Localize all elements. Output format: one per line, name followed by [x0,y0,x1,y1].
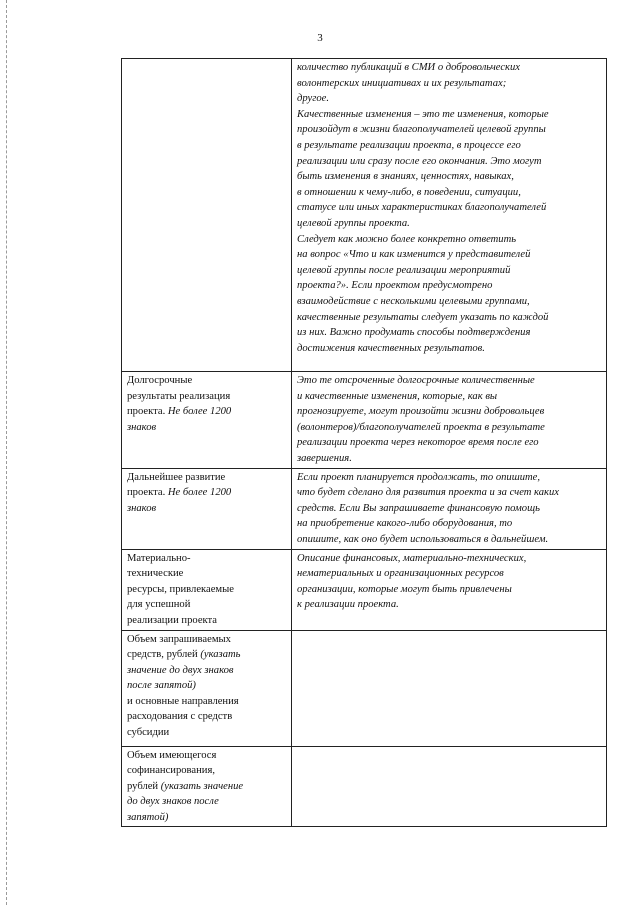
field-label-text: для успешной [127,599,191,611]
field-label-text: средств, рублей [127,649,201,661]
field-label-line [127,613,287,629]
field-label-cell [122,746,292,827]
field-description-cell [292,630,607,746]
field-label-line [127,551,287,567]
field-description-line: из них. Важно продумать способы подтверждения [297,327,531,339]
field-label-line [127,420,287,436]
field-label-text: Объем запрашиваемых [127,633,231,645]
form-row [122,468,607,549]
field-label-line [127,748,287,764]
field-description-line: завершения. [297,452,352,464]
form-row [122,746,607,827]
field-description-line: к реализации проекта. [297,599,399,611]
field-description-line: и качественные изменения, которые, как вы [297,390,498,402]
form-row [122,630,607,746]
application-form-table [121,58,607,827]
field-description-cell [292,746,607,827]
field-label-text: технические [127,568,184,580]
field-label-text: и основные направления [127,695,239,707]
field-label-text: проекта. [127,406,168,418]
field-label-text: Долгосрочные [127,375,193,386]
field-description-line: нематериальных и организационных ресурсов [297,568,504,580]
form-row [122,372,607,469]
field-label-text: знаков [127,502,157,514]
field-description-line: количество публикаций в СМИ о добровольческих [297,62,521,73]
field-description-line: на приобретение какого-либо оборудования, то [297,518,513,530]
field-label-line [127,485,287,501]
field-label-text: софинансирования, [127,765,215,777]
field-description-line: проекта?». Если проектом предусмотрено [297,280,493,292]
field-label-line [127,709,287,725]
field-label-text: реализации проекта [127,614,217,626]
field-label-line [127,694,287,710]
field-label-hint: (указать значение [160,780,244,792]
field-label-text: запятой) [127,811,169,823]
field-label-text: субсидии [127,727,170,739]
form-row [122,549,607,630]
field-label-text: Объем имеющегося [127,749,217,761]
field-label-cell [122,630,292,746]
field-label-text: Дальнейшее развитие [127,471,226,483]
field-description-line: средств. Если Вы запрашиваете финансовую помощь [297,502,540,514]
field-description-line: опишите, как оно будет использоваться в дальнейшем. [297,533,549,545]
field-label-line [127,566,287,582]
field-description-line: организации, которые могут быть привлечены [297,583,512,595]
field-label-line [127,404,287,420]
field-description-line: Следует как можно более конкретно ответить [297,233,517,245]
field-label-line [127,763,287,779]
field-label-line [127,663,287,679]
field-description-line: реализации проекта через некоторое время после его [297,437,539,449]
page-number: 3 [317,32,323,44]
field-label-text: расходования с средств [127,711,233,723]
field-label-cell [122,549,292,630]
field-label-text: рублей [127,780,161,792]
field-description-line: другое. [297,93,329,105]
field-description-line: произойдут в жизни благополучателей целевой группы [297,124,546,136]
field-label-line [127,373,287,389]
field-description-line: Если проект планируется продолжать, то опишите, [297,471,541,483]
field-label-line [127,794,287,810]
field-label-hint: Не более 1200 [167,487,232,499]
field-label-text: результаты реализация [127,390,231,402]
field-label-line [127,779,287,795]
field-description-cell [292,549,607,630]
field-label-line [127,582,287,598]
form-row [122,59,607,372]
scan-edge-line [6,0,7,905]
field-description-line: взаимодействие с несколькими целевыми группами, [297,295,530,307]
field-label-text: после запятой) [127,680,196,692]
field-description-line: целевой группы проекта. [297,217,410,229]
field-label-line [127,597,287,613]
field-description-line: волонтерских инициативах и их результатах; [297,77,507,89]
field-description-cell [292,372,607,469]
field-description-cell [292,468,607,549]
field-label-line [127,501,287,517]
field-description-line: что будет сделано для развития проекта и за счет каких [297,487,560,499]
field-description-line: Описание финансовых, материально-технических, [297,552,527,564]
field-label-hint: (указать [200,649,241,661]
field-label-text: Материально- [127,552,191,564]
field-description-cell [292,59,607,372]
field-label-text: ресурсы, привлекаемые [127,583,234,595]
field-description-line: достижения качественных результатов. [297,342,485,354]
field-label-line [127,678,287,694]
field-description-line: в результате реализации проекта, в процессе его [297,139,521,151]
field-description-line: реализации или сразу после его окончания. Это могут [297,155,542,167]
field-description-line: на вопрос «Что и как изменится у представителей [297,249,531,261]
field-label-cell [122,59,292,372]
field-label-text: до двух знаков после [127,796,219,808]
field-description-line: Качественные изменения – это те изменения, которые [297,108,549,120]
field-label-line [127,389,287,405]
field-label-text: значение до двух знаков [127,664,234,676]
field-label-line [127,632,287,648]
field-label-line [127,810,287,826]
field-label-text: проекта. [127,487,168,499]
field-label-cell [122,468,292,549]
field-label-hint: Не более 1200 [167,406,232,418]
field-description-line: быть изменения в знаниях, ценностях, навыках, [297,171,514,183]
field-description-line: целевой группы после реализации мероприятий [297,264,511,276]
field-label-text: знаков [127,421,157,433]
field-description-line: статусе или иных характеристиках благополучателей [297,202,547,214]
field-description-line: (волонтеров)/благополучателей проекта в результате [297,421,545,433]
field-label-line [127,470,287,486]
field-description-line: качественные результаты следует указать по каждой [297,311,549,323]
field-label-line [127,725,287,741]
field-description-line: Это те отсроченные долгосрочные количественные [297,375,535,386]
field-label-line [127,647,287,663]
field-label-cell [122,372,292,469]
field-description-line: прогнозируете, могут произойти жизни добровольцев [297,406,545,418]
field-description-line: в отношении к чему-либо, в поведении, ситуации, [297,186,521,198]
